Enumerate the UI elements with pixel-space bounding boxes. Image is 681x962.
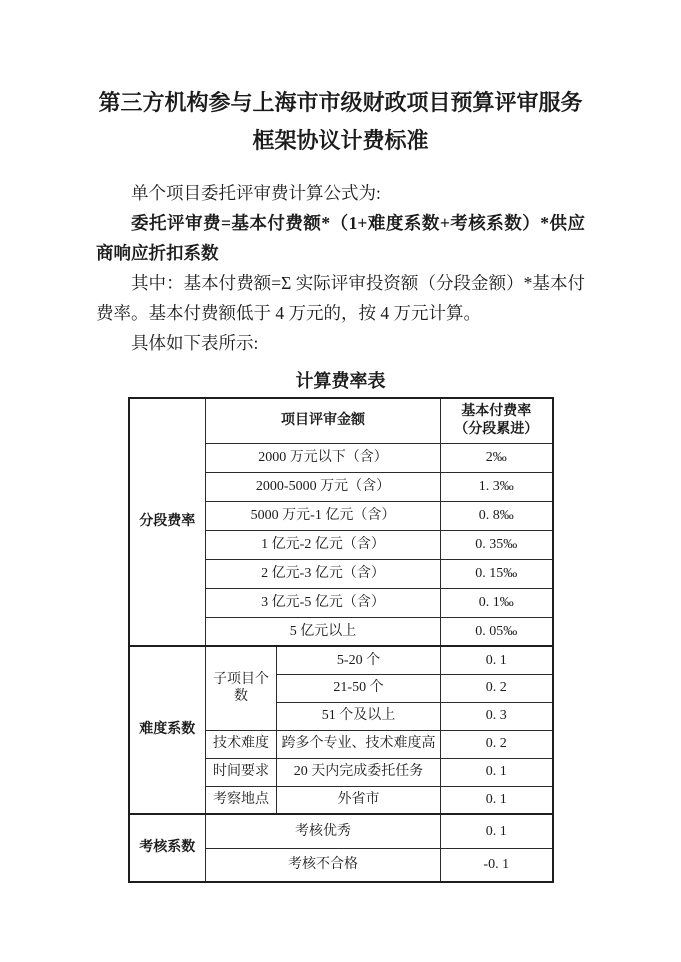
difficulty-value-cell: 0. 2	[441, 730, 553, 758]
header-amount-column: 项目评审金额	[206, 398, 441, 443]
group-label-assessment: 考核系数	[129, 814, 206, 882]
difficulty-value-cell: 0. 1	[441, 786, 553, 814]
header-rate-line2: （分段累进）	[454, 421, 539, 437]
segment-rate-cell: 0. 8‰	[441, 501, 553, 530]
segment-range-cell: 5 亿元以上	[206, 617, 441, 646]
table-lead-in: 具体如下表所示:	[131, 333, 259, 353]
assessment-value-cell: -0. 1	[441, 848, 553, 882]
explanation-paragraph: 其中：基本付费额=Σ 实际评审投资额（分段金额）*基本付费率。基本付费额低于 4 万元的，按 4 万元计算。	[96, 273, 585, 323]
difficulty-factor-label: 时间要求	[206, 758, 277, 786]
difficulty-factor-label: 考察地点	[206, 786, 277, 814]
assessment-desc-cell: 考核优秀	[206, 814, 441, 848]
segment-rate-cell: 0. 05‰	[441, 617, 553, 646]
difficulty-desc-cell: 跨多个专业、技术难度高	[277, 730, 441, 758]
segment-rate-cell: 0. 1‰	[441, 588, 553, 617]
difficulty-value-cell: 0. 1	[441, 646, 553, 674]
group-label-difficulty: 难度系数	[129, 646, 206, 814]
document-title-line1: 第三方机构参与上海市市级财政项目预算评审服务	[98, 90, 583, 115]
difficulty-value-cell: 0. 2	[441, 674, 553, 702]
difficulty-desc-cell: 5-20 个	[277, 646, 441, 674]
table-caption: 计算费率表	[295, 371, 386, 391]
formula-paragraph: 委托评审费=基本付费额*（1+难度系数+考核系数）*供应商响应折扣系数	[96, 213, 585, 263]
document-title	[96, 84, 585, 160]
segment-range-cell: 2 亿元-3 亿元（含）	[206, 559, 441, 588]
segment-rate-cell: 2‰	[441, 443, 553, 472]
difficulty-value-cell: 0. 3	[441, 702, 553, 730]
difficulty-desc-cell: 51 个及以上	[277, 702, 441, 730]
assessment-value-cell: 0. 1	[441, 814, 553, 848]
document-title-line2: 框架协议计费标准	[252, 128, 429, 153]
segment-rate-cell: 0. 35‰	[441, 530, 553, 559]
difficulty-value-cell: 0. 1	[441, 758, 553, 786]
header-rate-column	[441, 398, 553, 443]
segment-range-cell: 5000 万元-1 亿元（含）	[206, 501, 441, 530]
segment-range-cell: 1 亿元-2 亿元（含）	[206, 530, 441, 559]
assessment-desc-cell: 考核不合格	[206, 848, 441, 882]
subgroup-label-subprojects: 子项目个数	[206, 646, 277, 730]
segment-rate-cell: 1. 3‰	[441, 472, 553, 501]
segment-rate-cell: 0. 15‰	[441, 559, 553, 588]
assessment-row	[129, 814, 553, 848]
group-label-segment-rate: 分段费率	[129, 398, 206, 646]
difficulty-desc-cell: 20 天内完成委托任务	[277, 758, 441, 786]
header-rate-line1: 基本付费率	[461, 404, 532, 420]
difficulty-desc-cell: 21-50 个	[277, 674, 441, 702]
intro-paragraph: 单个项目委托评审费计算公式为:	[131, 183, 381, 203]
segment-range-cell: 3 亿元-5 亿元（含）	[206, 588, 441, 617]
segment-range-cell: 2000 万元以下（含）	[206, 443, 441, 472]
segment-range-cell: 2000-5000 万元（含）	[206, 472, 441, 501]
difficulty-factor-label: 技术难度	[206, 730, 277, 758]
fee-rate-table	[128, 397, 554, 883]
table-header-row	[129, 398, 553, 443]
difficulty-row	[129, 646, 553, 674]
difficulty-desc-cell: 外省市	[277, 786, 441, 814]
